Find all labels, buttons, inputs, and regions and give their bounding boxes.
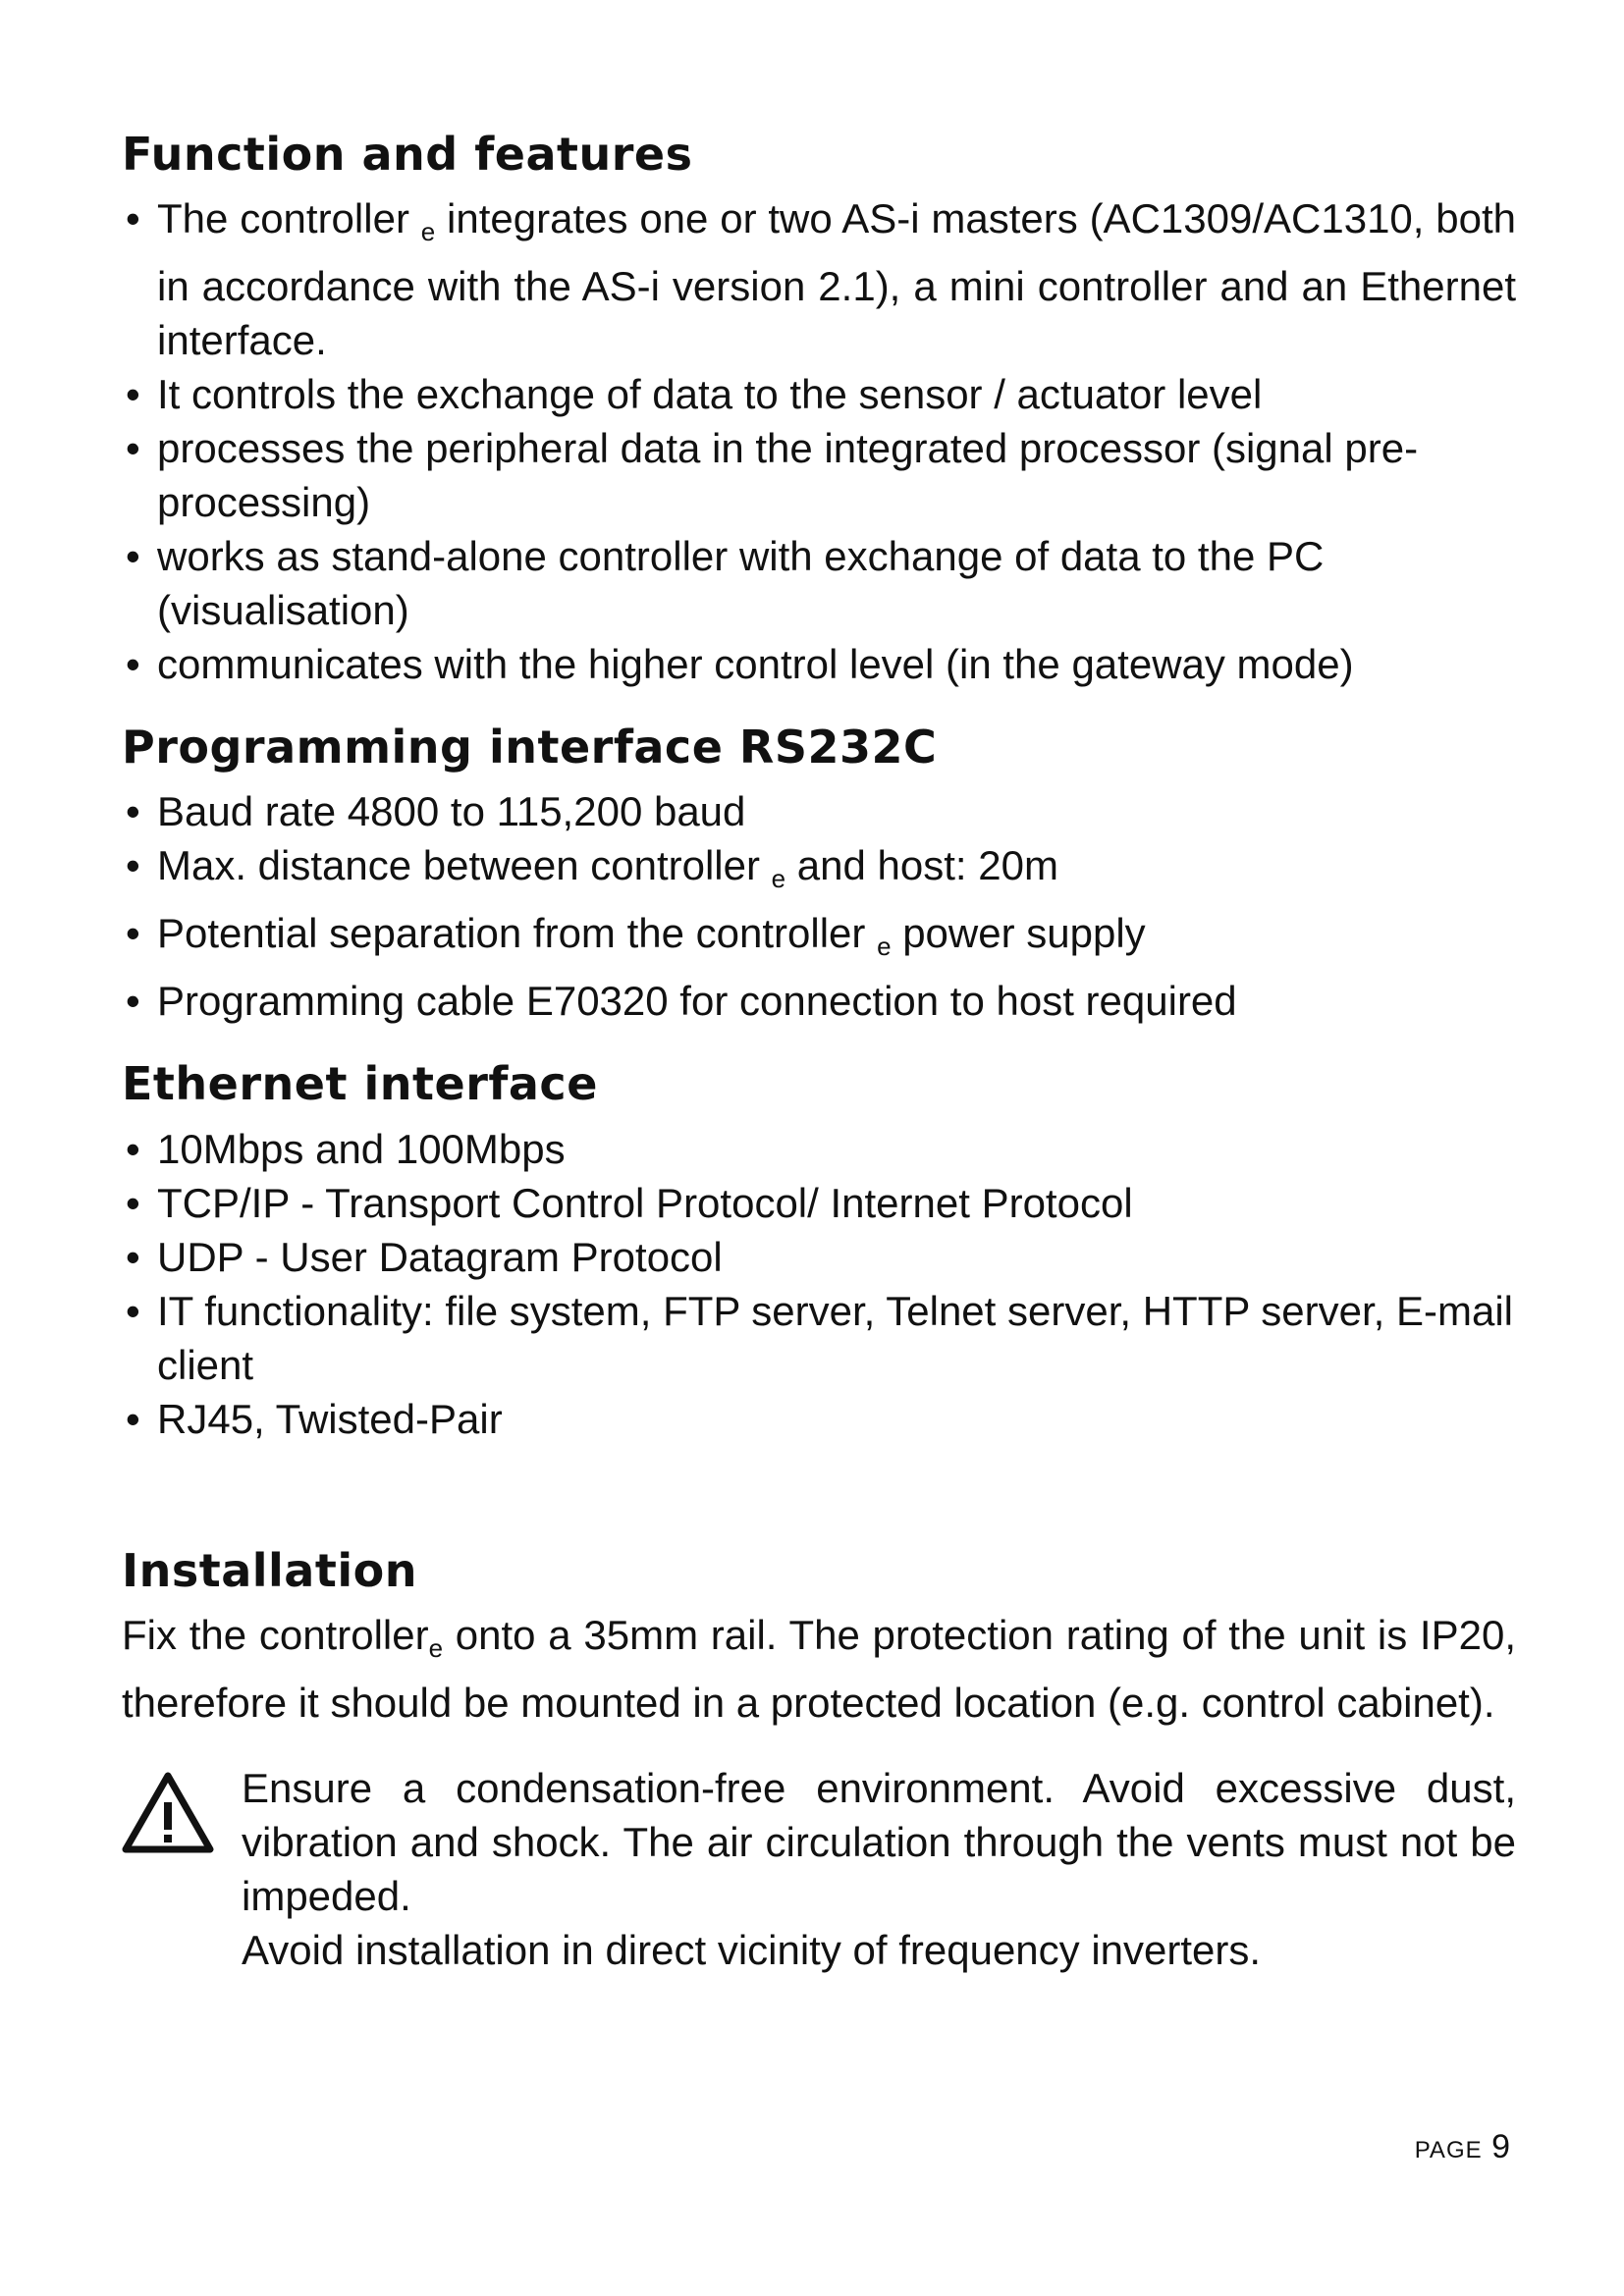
list-item: • works as stand-alone controller with exchange of data to the PC (visualisation) [126,533,1325,634]
list-item: • Programming cable E70320 for connection to host required [126,978,1237,1025]
ethernet-list [122,1122,1516,1446]
list-item: • TCP/IP - Transport Control Protocol/ Internet Protocol [126,1179,1133,1226]
page-footer [1415,2128,1510,2166]
heading-programming-interface: Programming interface RS232C [122,721,938,774]
rs232-list [122,784,1516,1028]
page-number: 9 [1491,2128,1510,2165]
section-function-features [122,128,1516,691]
heading-installation: Installation [122,1543,417,1597]
section-ethernet-interface [122,1057,1516,1445]
list-item: • processes the peripheral data in the integrated processor (signal pre-processing) [126,425,1419,526]
warning-text-2: Avoid installation in direct vicinity of frequency inverters. [242,1926,1262,1973]
warning-triangle-icon [122,1771,214,1853]
list-item: • communicates with the higher control level (in the gateway mode) [126,641,1354,688]
heading-function-features: Function and features [122,128,693,181]
list-item: • Baud rate 4800 to 115,200 baud [126,788,746,835]
document-page [122,128,1516,2006]
section-programming-interface [122,721,1516,1028]
list-item: • Max. distance between controller $_e$ and host: 20m [126,842,1058,894]
list-item: • Potential separation from the controller $_e$ power supply [126,910,1146,962]
installation-paragraph: Fix the controller$_e$ onto a 35mm rail. The protection rating of the unit is IP20, therefore it should be mounted in a protected location (e.g. control cabinet). [122,1611,1516,1726]
heading-ethernet-interface: Ethernet interface [122,1057,598,1111]
page-label: PAGE [1414,2137,1483,2163]
list-item: • RJ45, Twisted-Pair [126,1395,503,1442]
section-installation [122,1544,1516,1977]
list-item: • 10Mbps and 100Mbps [126,1125,566,1172]
warning-note [122,1761,1516,1977]
warning-text-1: Ensure a condensation-free environment. Avoid excessive dust, vibration and shock. The air circulation through the vents must not be impeded. [242,1764,1516,1919]
list-item: • It controls the exchange of data to the sensor / actuator level [126,371,1263,418]
list-item: • IT functionality: file system, FTP server, Telnet server, HTTP server, E-mail client [126,1287,1513,1388]
features-list [122,191,1516,691]
list-item: • UDP - User Datagram Protocol [126,1233,723,1280]
list-item: • The controller $_e$ integrates one or two AS-i masters (AC1309/AC1310, both in accordance with the AS-i version 2.1), a mini controller and an Ethernet interface. [126,195,1517,364]
